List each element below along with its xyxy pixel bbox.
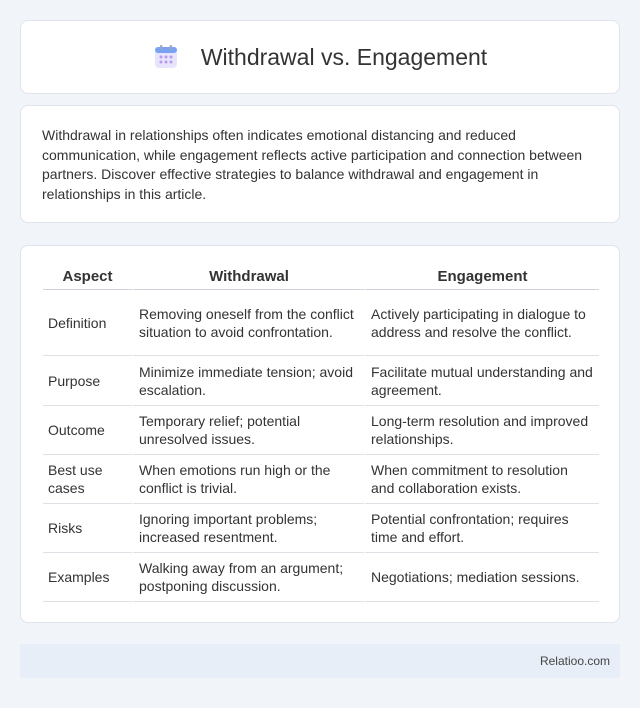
page-title: Withdrawal vs. Engagement (200, 43, 488, 70)
table-row (43, 504, 599, 553)
engagement-cell: Potential confrontation; requires time and effort. (364, 504, 599, 553)
withdrawal-cell: When emotions run high or the conflict is trivial. (132, 455, 364, 504)
withdrawal-cell: Ignoring important problems; increased resentment. (132, 504, 364, 553)
table-row (43, 553, 599, 602)
footer (20, 644, 620, 678)
aspect-cell: Outcome (43, 406, 132, 455)
table-row (43, 455, 599, 504)
calendar-icon (153, 44, 179, 70)
engagement-cell: Actively participating in dialogue to address and resolve the conflict. (364, 290, 599, 356)
table-header-row (43, 264, 599, 290)
description-card (20, 105, 620, 223)
engagement-cell: Facilitate mutual understanding and agreement. (364, 356, 599, 406)
header-engagement: Engagement (364, 264, 599, 290)
footer-brand: Relatioo.com (539, 654, 610, 668)
description-text: Withdrawal in relationships often indicates emotional distancing and reduced communication, while engagement reflects active participation and connection between partners. Discover effective strategies to balance withdrawal and engagement in relationships in this article. (42, 127, 583, 202)
comparison-table (43, 264, 599, 602)
engagement-cell: Negotiations; mediation sessions. (364, 553, 599, 602)
header-aspect: Aspect (43, 264, 132, 290)
comparison-table-card (20, 245, 620, 623)
aspect-cell: Risks (43, 504, 132, 553)
aspect-cell: Purpose (43, 356, 132, 406)
table-row (43, 290, 599, 356)
withdrawal-cell: Removing oneself from the conflict situation to avoid confrontation. (132, 290, 364, 356)
withdrawal-cell: Temporary relief; potential unresolved issues. (132, 406, 364, 455)
table-row (43, 406, 599, 455)
aspect-cell: Best use cases (43, 455, 132, 504)
aspect-cell: Examples (43, 553, 132, 602)
header-withdrawal: Withdrawal (132, 264, 364, 290)
withdrawal-cell: Walking away from an argument; postponing discussion. (132, 553, 364, 602)
table-row (43, 356, 599, 406)
title-card (20, 20, 620, 94)
engagement-cell: When commitment to resolution and collaboration exists. (364, 455, 599, 504)
engagement-cell: Long-term resolution and improved relationships. (364, 406, 599, 455)
withdrawal-cell: Minimize immediate tension; avoid escalation. (132, 356, 364, 406)
aspect-cell: Definition (43, 290, 132, 356)
